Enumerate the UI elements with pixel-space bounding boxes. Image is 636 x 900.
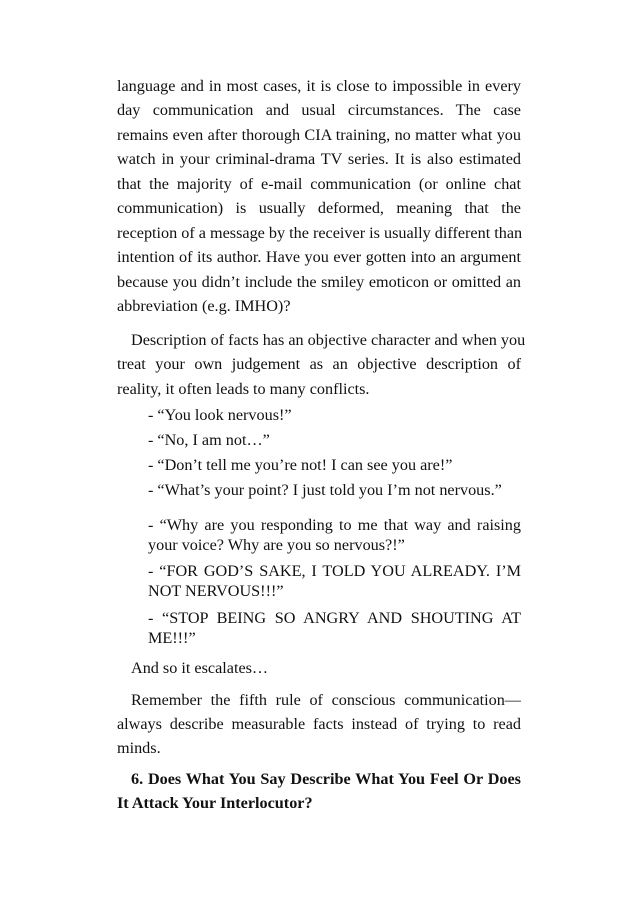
text-line: And so it escalates… [131, 659, 269, 677]
text-line: - “No, I am not…” [148, 431, 270, 449]
text-line: NOT NERVOUS!!!” [148, 582, 284, 600]
text-line: 6. Does What You Say Describe What You Feel Or Does [131, 770, 521, 788]
text-line: reality, it often leads to many conflicts. [117, 380, 370, 398]
text-line: day communication and usual circumstances. The case [117, 101, 521, 119]
text-line: Remember the fifth rule of conscious communication— [131, 691, 521, 709]
text-line: language and in most cases, it is close to impossible in every [117, 77, 521, 95]
text-line: always describe measurable facts instead of trying to read [117, 715, 521, 733]
text-line: - “STOP BEING SO ANGRY AND SHOUTING AT [148, 609, 521, 627]
text-line: watch in your criminal-drama TV series. It is also estimated [117, 150, 521, 168]
text-line: remains even after thorough CIA training, no matter what you [117, 126, 521, 144]
text-line: abbreviation (e.g. IMHO)? [117, 297, 291, 315]
text-line: - “Don’t tell me you’re not! I can see you are!” [148, 456, 453, 474]
text-line: - “You look nervous!” [148, 406, 292, 424]
text-line: - “FOR GOD’S SAKE, I TOLD YOU ALREADY. I’M [148, 562, 521, 580]
text-line: treat your own judgement as an objective description of [117, 355, 521, 373]
text-line: minds. [117, 739, 161, 757]
text-line: that the majority of e-mail communication (or online chat [117, 175, 521, 193]
text-line: communication) is usually deformed, meaning that the [117, 199, 521, 217]
text-line: ME!!!” [148, 629, 196, 647]
text-line: It Attack Your Interlocutor? [117, 794, 313, 812]
text-line: - “What’s your point? I just told you I’m not nervous.” [148, 481, 502, 499]
text-line: intention of its author. Have you ever gotten into an argument [117, 248, 521, 266]
text-line: because you didn’t include the smiley emoticon or omitted an [117, 273, 521, 291]
text-line: Description of facts has an objective character and when you [131, 331, 526, 349]
text-line: your voice? Why are you so nervous?!” [148, 536, 405, 554]
text-line: - “Why are you responding to me that way and raising [148, 516, 521, 534]
text-line: reception of a message by the receiver is usually different than [117, 224, 523, 242]
